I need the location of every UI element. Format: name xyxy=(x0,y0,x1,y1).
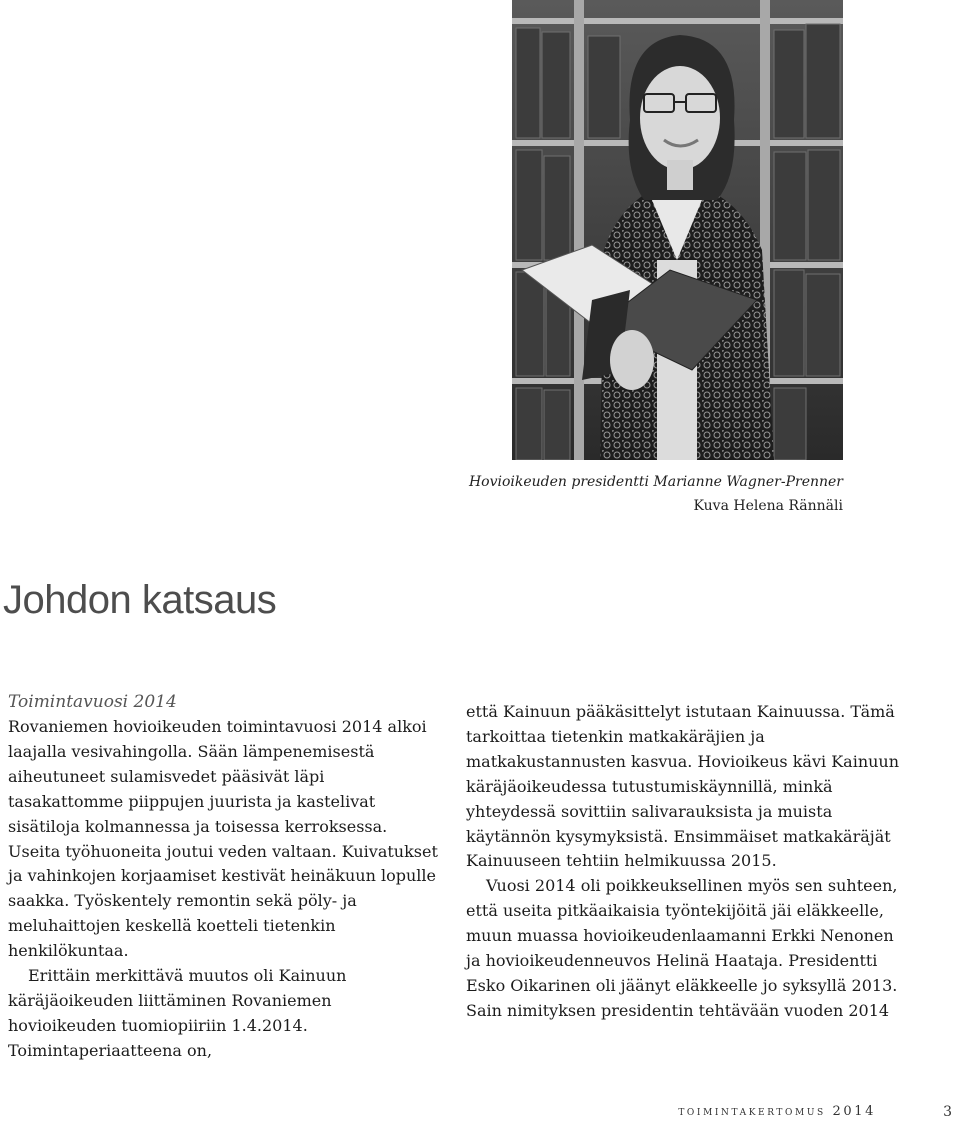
left-text-column xyxy=(8,689,438,1064)
section-title: Johdon katsaus xyxy=(3,578,277,622)
portrait-illustration xyxy=(512,0,843,460)
caption-title: Hovioikeuden presidentti Marianne Wagner-Prenner xyxy=(468,474,843,490)
page-number: 3 xyxy=(943,1104,952,1120)
footer-label: toimintakertomus 2014 xyxy=(678,1104,876,1119)
photo-caption xyxy=(469,470,843,518)
subheading: Toimintavuosi 2014 xyxy=(8,692,177,712)
paragraph: Rovaniemen hovioikeuden toimintavuosi 2014 alkoi laajalla vesivahingolla. Sään lämpenemisestä aiheutuneet sulamisvedet pääsivät läpi tasakattomme piippujen juurista ja kastelivat sisätiloja kolmannessa ja toisessa kerroksessa. Useita työhuoneita joutui veden valtaan. Kuivatukset ja vahinkojen korjaamiset kestivät heinäkuun lopulle saakka. Työskentely remontin sekä pöly- ja meluhaittojen keskellä koetteli tietenkin henkilökuntaa. xyxy=(8,717,438,961)
caption-credit: Kuva Helena Rännäli xyxy=(693,498,843,514)
page-footer xyxy=(0,1104,960,1124)
paragraph: Erittäin merkittävä muutos oli Kainuun käräjäoikeuden liittäminen Rovaniemen hovioikeuden tuomiopiiriin 1.4.2014. Toimintaperiaatteena on, xyxy=(8,966,347,1060)
paragraph: Vuosi 2014 oli poikkeuksellinen myös sen suhteen, että useita pitkäaikaisia työntekijöitä jäi eläkkeelle, muun muassa hovioikeudenlaamanni Erkki Nenonen ja hovioikeudenneuvos Helinä Haataja. Presidentti Esko Oikarinen oli jäänyt eläkkeelle jo syksyllä 2013. Sain nimityksen presidentin tehtävään vuoden 2014 xyxy=(466,876,898,1020)
portrait-photo xyxy=(512,0,843,460)
right-text-column xyxy=(466,700,906,1024)
paragraph: että Kainuun pääkäsittelyt istutaan Kainuussa. Tämä tarkoittaa tietenkin matkakäräjien ja matkakustannusten kasvua. Hovioikeus kävi Kainuun käräjäoikeudessa tutustumiskäynnillä, minkä yhteydessä sovittiin salivarauksista ja muista käytännön kysymyksistä. Ensimmäiset matkakäräjät Kainuuseen tehtiin helmikuussa 2015. xyxy=(466,702,900,871)
